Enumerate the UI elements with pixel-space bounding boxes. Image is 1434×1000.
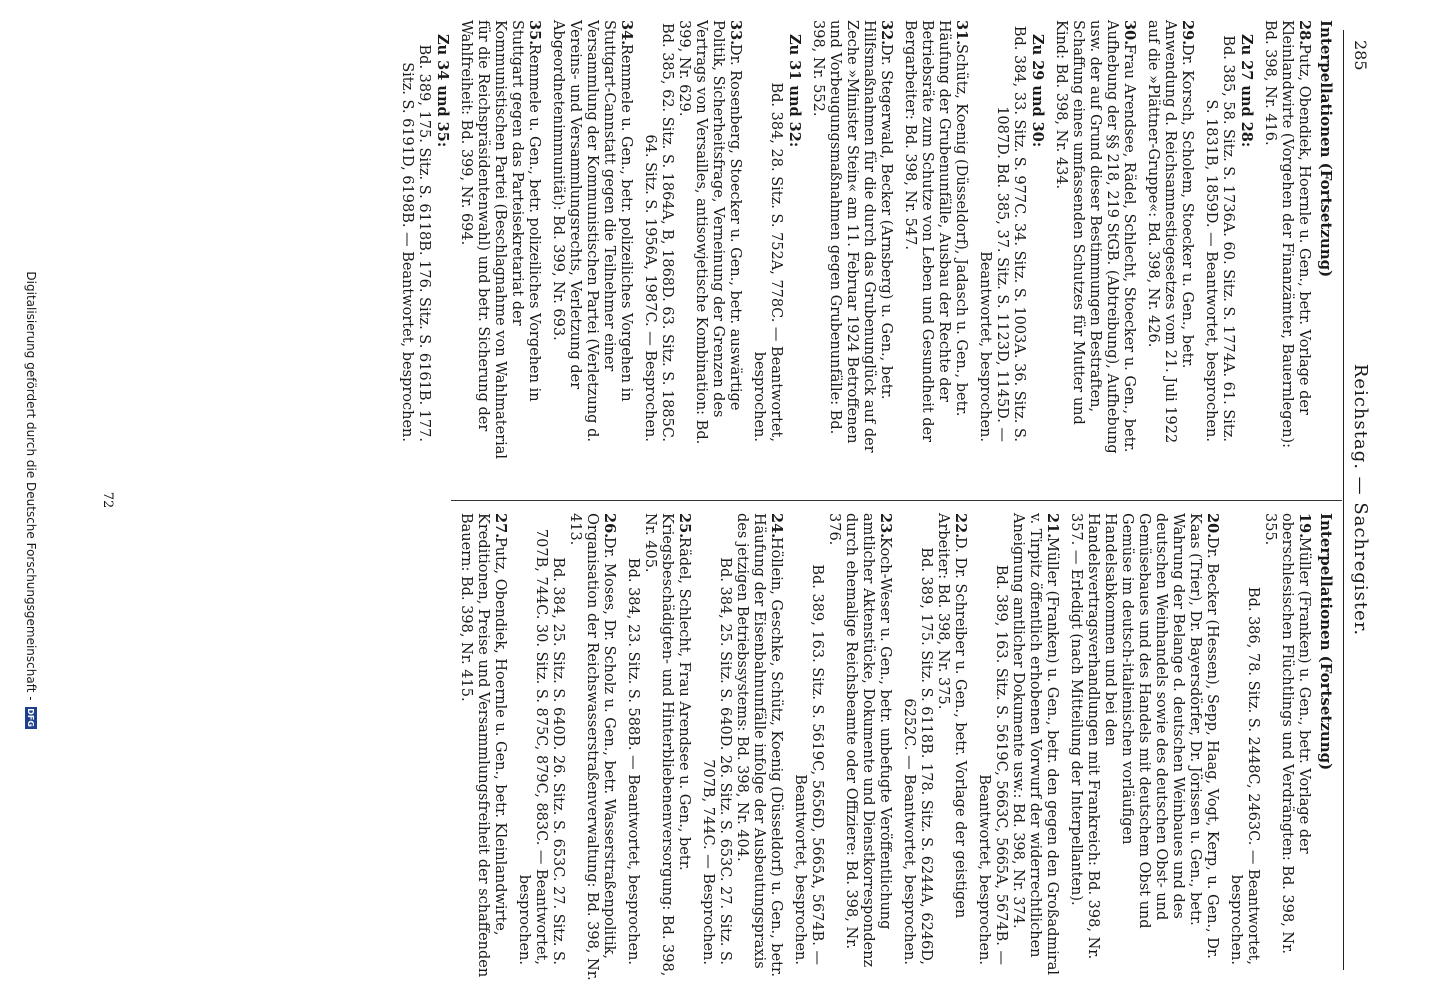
entry-number: 31.: [953, 20, 970, 46]
entry-number: 35.: [526, 20, 543, 46]
entry-text: Dr. Rosenberg, Stoecker u. Gen., betr. auswärtige Politik, Sicherheitsfrage, Verneinung der Grenzen des Vertrags von Versailles, antisowjetische Kombination: Bd. 399, Nr. 629.: [676, 20, 743, 445]
entry-number: 29.: [1179, 20, 1196, 46]
entry-text: Höllein, Geschke, Schütz, Koenig (Düsseldorf) u. Gen., betr. Häufung der Eisenbahnunfälle infolge der Ausbeutungspraxis des jetzigen Betriebssystems: Bd. 398, Nr. 404.: [734, 513, 784, 977]
index-entry: [750, 20, 803, 460]
entry-group-heading: Zu 27 und 28:: [1238, 34, 1255, 148]
index-entry: [1202, 20, 1255, 460]
bottom-page-number: 72: [100, 491, 115, 509]
page-number: 285: [1351, 40, 1370, 71]
entry-text: D. Dr. Schreiber u. Gen., betr. Vorlage der geistigen Arbeiter: Bd. 398, Nr. 375.: [935, 513, 968, 919]
entry-text: Rädel, Schlecht, Frau Arendsee u. Gen., betr. Kriegsbeschädigten- und Hinterbliebenenversorgung: Bd. 398, Nr. 405.: [642, 513, 692, 977]
entry-reference: Bd. 389, 175. Sitz. S. 6118B. 178. Sitz. S. 6244A, 6246D, 6252C. — Beantwortet, besprochen.: [901, 547, 934, 965]
entry-number: 24.: [768, 513, 785, 539]
entry-text: Koch-Weser u. Gen., betr. unbefugte Veröffentlichung amtlicher Aktenstücke, Dokumente und Dienstkorrespondenz durch ehemalige Reichsbeamte oder Offiziere: Bd. 398, Nr. 376.: [826, 513, 893, 968]
index-entry: [901, 20, 970, 460]
running-title: Reichstag. — Sachregister.: [1350, 363, 1371, 637]
index-entry: [1261, 20, 1313, 460]
index-entry: [624, 513, 693, 983]
entry-reference: Bd. 384, 33. Sitz. S. 977C. 34. Sitz. S. 1003A. 36. Sitz. S. 1087D. Bd. 385, 37. Sitz. S. 1123D, 1145D. — Beantwortet, besprochen.: [977, 25, 1027, 442]
entry-number: 32.: [878, 20, 895, 46]
entry-group-heading: Zu 34 und 35:: [434, 34, 451, 148]
entry-text: Putz, Obendiek, Hoernle u. Gen., betr. Vorlage der Kleinlandwirte (Vorgehen der Finanzämter, Bauernlegen): Bd. 398, Nr. 416.: [1262, 20, 1312, 448]
index-entry: [1227, 513, 1313, 983]
entry-text: Dr. Stegerwald, Becker (Arnsberg) u. Gen., betr. Hilfsmaßnahmen für die durch das Grubenunglück auf der Zeche »Minister Stein« am 11. Februar 1924 Betroffenen und Vorbeugungsmaßnahmen gegen Grubenunfälle: Bd. 398, Nr. 552.: [810, 20, 894, 453]
index-entry: [699, 513, 785, 983]
footer-text: Digitalisierung gefördert durch die Deutsche Forschungsgemeinschaft -: [24, 271, 39, 701]
index-entry: [641, 20, 744, 460]
index-entry: [549, 20, 635, 460]
entry-number: 27.: [492, 513, 509, 539]
entry-reference: Bd. 386, 78. Sitz. S. 2448C, 2463C. — Beantwortet, besprochen.: [1228, 586, 1261, 965]
index-entry: [809, 20, 895, 460]
section-heading: Interpellationen (Fortsetzung): [1317, 513, 1335, 771]
digitization-footer: [16, 0, 46, 1000]
entry-text: Remmele u. Gen., betr. polizeiliches Vorgehen in Stuttgart gegen das Parteisekretariat der Kommunistischen Partei (Beschlagnahme von Wahlmaterial für die Reichspräsidentenwahl) und betr. Sicherung der Wahlfreiheit: Bd. 399, Nr. 694.: [458, 20, 542, 460]
entry-text: Remmele u. Gen., betr. polizeiliches Vorgehen in Stuttgart-Cannstatt gegen die Teilnehmer einer Versammlung der Kommunistischen Partei (Verletzung d. Vereins- und Versammlungsrechts, Verletzung der Abgeordnetenimmunität): Bd. 399, Nr. 693.: [550, 20, 634, 442]
index-entry: [791, 513, 894, 983]
index-entry: [976, 20, 1046, 460]
entry-text: Dr. Moses, Dr. Scholz u. Gen., betr. Wasserstraßenpolitik, Organisation der Reichswasserstraßenverwaltung: Bd. 398, Nr. 413.: [567, 513, 617, 981]
entry-text: Schütz, Koenig (Düsseldorf), Jadasch u. Gen., betr. Häufung der Grubenunfälle, Ausbau der Rechte der Betriebsräte zum Schutze von Leben und Gesundheit der Bergarbeiter: Bd. 398, Nr. 547.: [902, 20, 969, 443]
entry-group-heading: Zu 31 und 32:: [786, 34, 803, 148]
index-entry: [515, 513, 618, 983]
entry-number: 34.: [618, 20, 635, 46]
entry-reference: Bd. 385, 58. Sitz. S. 1736A. 60. Sitz. S. 1774A. 61. Sitz. S. 1831B, 1859D. — Beantwortet, besprochen.: [1203, 35, 1236, 442]
entry-text: Dr. Korsch, Scholem, Stoecker u. Gen., betr. Anwendung d. Reichsamnestiegesetzes vom 21. Juli 1922 auf die »Plättner-Gruppe«: Bd. 398, Nr. 426.: [1145, 20, 1195, 444]
entry-reference: Bd. 389, 163. Sitz. S. 5619C, 5656D, 5665A, 5674B. — Beantwortet, besprochen.: [792, 564, 825, 965]
entry-number: 20.: [1204, 513, 1221, 539]
entry-number: 25.: [676, 513, 693, 539]
entry-reference: Bd. 389, 163. Sitz. S. 5619C, 5663C, 5665A, 5674B. — Beantwortet, besprochen.: [976, 564, 1009, 965]
index-entry: [975, 513, 1061, 983]
entry-reference: Bd. 384, 25. Sitz. S. 640D. 26. Sitz. S. 653C. 27. Sitz. S. 707B, 744C. — Besprochen.: [700, 557, 733, 965]
entry-number: 33.: [727, 20, 744, 46]
entry-text: Dr. Becker (Hessen), Sepp, Haag, Vogt, Kerp, u. Gen., Dr. Kaas (Trier), Dr. Bayersdörfer, Dr. Jörissen u. Gen., betr. Wahrung der Belange d. deutschen Weinbaues und des deutschen Weinhandels sowie des deutschen Obst- und Gemüsebaues und des Handels mit deutschem Obst und Gemüse im deutsch-italienischen vorläufigen Handelsabkommen und bei den Handelsvertragsverhandlungen mit Frankreich: Bd. 398, Nr. 357. — Erledigt (nach Mitteilung der Interpellanten).: [1068, 513, 1220, 960]
entry-number: 23.: [877, 513, 894, 539]
entry-number: 28.: [1296, 20, 1313, 46]
index-entry: [457, 513, 509, 983]
entry-number: 19.: [1296, 513, 1313, 539]
index-entry: [457, 20, 543, 460]
left-column: [451, 500, 1342, 995]
entry-number: 22.: [952, 513, 969, 539]
index-entry: [398, 20, 451, 460]
entry-text: Frau Arendsee, Rädel, Schlecht, Stoecker u. Gen., betr. Aufhebung der §§ 218, 219 StGB. (Abtreibung), Aufhebung usw. der auf Grund dieser Bestimmungen Bestraften, Schaffung eines umfassenden Schutzes für Mutter und Kind: Bd. 398, Nr. 434.: [1053, 20, 1137, 454]
entry-text: Putz, Obendiek, Hoernle u. Gen., betr. Kleinlandwirte, Kreditionen, Preise und Versammlungsfreiheit der schaffenden Bauern: Bd. 398, Nr. 415.: [458, 513, 508, 978]
entry-text: Müller (Franken) u. Gen., betr. Vorlage der oberschlesischen Flüchtlings und Verdrängten: Bd. 398, Nr. 355.: [1262, 513, 1312, 955]
entry-text: Müller (Franken) u. Gen., betr. den gegen den Großadmiral v. Tirpitz öffentlich erhobenen Vorwurf der widerrechtlichen Aneignung amtlicher Dokumente usw.: Bd. 398, Nr. 374.: [1010, 513, 1060, 976]
entry-reference: Bd. 384, 28. Sitz. S. 752A, 778C. — Beantwortet, besprochen.: [751, 82, 784, 442]
entry-reference: Bd. 385, 62. Sitz. S. 1864A, B, 1868D. 63. Sitz. S. 1885C. 64. Sitz. S. 1956A, 1987C. — Besprochen.: [642, 23, 675, 442]
entry-reference: Bd. 389, 175. Sitz. S. 6118B. 176. Sitz. S. 6161B. 177. Sitz. S. 6191D, 6198B. — Beantwortet, besprochen.: [399, 44, 432, 442]
entry-number: 21.: [1044, 513, 1061, 539]
entry-group-heading: Zu 29 und 30:: [1029, 34, 1046, 148]
index-entry: [900, 513, 969, 983]
right-column: [392, 20, 1342, 460]
entry-reference: Bd. 384, 23. Sitz. S. 588B. — Beantwortet, besprochen.: [625, 557, 641, 965]
index-entry: [1052, 20, 1138, 460]
page-header: [1343, 30, 1384, 970]
index-entry: [1144, 20, 1196, 460]
entry-number: 30.: [1121, 20, 1138, 46]
entry-number: 26.: [601, 513, 618, 539]
section-heading: Interpellationen (Fortsetzung): [1317, 20, 1335, 278]
index-entry: [1067, 513, 1221, 983]
dfg-logo-icon: DFG: [26, 708, 36, 727]
entry-reference: Bd. 384, 25. Sitz. S. 640D. 26. Sitz. S. 653C. 27. Sitz. S. 707B, 744C. 30. Sitz. S. 875C, 879C, 883C. — Beantwortet, besprochen.: [516, 528, 566, 965]
